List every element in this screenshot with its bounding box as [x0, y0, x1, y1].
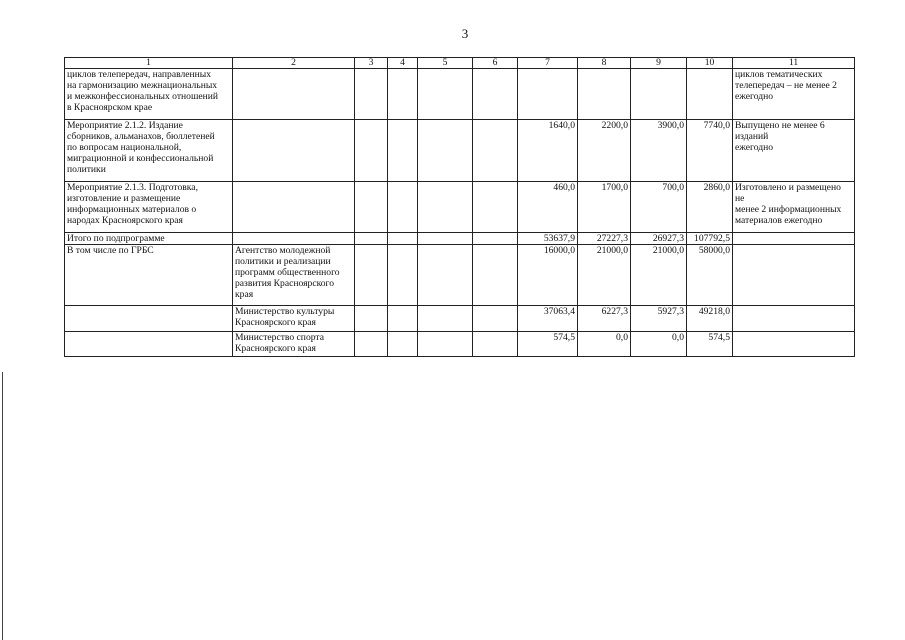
- empty-cell: [355, 182, 388, 233]
- column-header: 8: [578, 58, 631, 69]
- empty-cell: [473, 120, 518, 182]
- empty-cell: [418, 69, 473, 120]
- value-cell: 0,0: [578, 332, 631, 357]
- activity-cell: [65, 332, 233, 357]
- value-cell: 0,0: [631, 332, 687, 357]
- column-header: 7: [518, 58, 578, 69]
- value-cell: 58000,0: [687, 245, 733, 306]
- column-header: 5: [418, 58, 473, 69]
- column-header: 2: [233, 58, 355, 69]
- column-header: 6: [473, 58, 518, 69]
- table-row: [65, 69, 855, 120]
- result-cell: [733, 245, 855, 306]
- value-cell: 700,0: [631, 182, 687, 233]
- column-header: 9: [631, 58, 687, 69]
- empty-cell: [473, 182, 518, 233]
- value-cell: 26927,3: [631, 233, 687, 245]
- activity-cell: циклов телепередач, направленных на гармонизацию межнациональных и межконфессиональных отношений в Красноярском крае: [65, 69, 233, 120]
- value-cell: 5927,3: [631, 306, 687, 332]
- value-cell: 2860,0: [687, 182, 733, 233]
- activity-cell: Мероприятие 2.1.2. Издание сборников, альманахов, бюллетеней по вопросам национальной, миграционной и конфессиональной политики: [65, 120, 233, 182]
- empty-cell: [473, 233, 518, 245]
- grbs-cell: [233, 120, 355, 182]
- result-cell: Выпущено не менее 6 изданий ежегодно: [733, 120, 855, 182]
- activity-cell: Итого по подпрограмме: [65, 233, 233, 245]
- empty-cell: [473, 245, 518, 306]
- empty-cell: [388, 306, 418, 332]
- column-header: 1: [65, 58, 233, 69]
- empty-cell: [388, 120, 418, 182]
- result-cell: Изготовлено и размещено не менее 2 информационных материалов ежегодно: [733, 182, 855, 233]
- grbs-cell: Агентство молодежной политики и реализации программ общественного развития Красноярского края: [233, 245, 355, 306]
- column-header: 3: [355, 58, 388, 69]
- scan-edge-line: [2, 372, 3, 640]
- value-cell: 6227,3: [578, 306, 631, 332]
- activity-cell: В том числе по ГРБС: [65, 245, 233, 306]
- empty-cell: [473, 306, 518, 332]
- value-cell: 49218,0: [687, 306, 733, 332]
- grbs-cell: Министерство культуры Красноярского края: [233, 306, 355, 332]
- empty-cell: [388, 182, 418, 233]
- budget-table: [64, 57, 855, 357]
- empty-cell: [355, 69, 388, 120]
- grbs-cell: Министерство спорта Красноярского края: [233, 332, 355, 357]
- empty-cell: [473, 332, 518, 357]
- value-cell: 574,5: [687, 332, 733, 357]
- column-header: 4: [388, 58, 418, 69]
- value-cell: 27227,3: [578, 233, 631, 245]
- value-cell: 460,0: [518, 182, 578, 233]
- table-row: [65, 120, 855, 182]
- result-cell: [733, 306, 855, 332]
- empty-cell: [355, 306, 388, 332]
- value-cell: 574,5: [518, 332, 578, 357]
- empty-cell: [418, 306, 473, 332]
- column-header: 11: [733, 58, 855, 69]
- value-cell: 3900,0: [631, 120, 687, 182]
- table-row: [65, 306, 855, 332]
- table-row: [65, 245, 855, 306]
- empty-cell: [388, 69, 418, 120]
- value-cell: 37063,4: [518, 306, 578, 332]
- empty-cell: [418, 182, 473, 233]
- column-numbers-row: [65, 58, 855, 69]
- table-row: [65, 233, 855, 245]
- value-cell: [687, 69, 733, 120]
- value-cell: [578, 69, 631, 120]
- page-number: 3: [461, 26, 469, 41]
- empty-cell: [355, 233, 388, 245]
- value-cell: 2200,0: [578, 120, 631, 182]
- activity-cell: Мероприятие 2.1.3. Подготовка, изготовление и размещение информационных материалов о народах Красноярского края: [65, 182, 233, 233]
- value-cell: 21000,0: [578, 245, 631, 306]
- grbs-cell: [233, 182, 355, 233]
- table-row: [65, 332, 855, 357]
- value-cell: [518, 69, 578, 120]
- value-cell: 1640,0: [518, 120, 578, 182]
- result-cell: [733, 233, 855, 245]
- value-cell: 53637,9: [518, 233, 578, 245]
- result-cell: [733, 332, 855, 357]
- value-cell: 107792,5: [687, 233, 733, 245]
- value-cell: 16000,0: [518, 245, 578, 306]
- empty-cell: [418, 120, 473, 182]
- result-cell: циклов тематических телепередач – не менее 2 ежегодно: [733, 69, 855, 120]
- value-cell: 21000,0: [631, 245, 687, 306]
- empty-cell: [355, 245, 388, 306]
- empty-cell: [388, 233, 418, 245]
- value-cell: [631, 69, 687, 120]
- column-header: 10: [687, 58, 733, 69]
- activity-cell: [65, 306, 233, 332]
- empty-cell: [418, 245, 473, 306]
- grbs-cell: [233, 69, 355, 120]
- empty-cell: [355, 120, 388, 182]
- empty-cell: [473, 69, 518, 120]
- empty-cell: [418, 233, 473, 245]
- empty-cell: [388, 245, 418, 306]
- value-cell: 7740,0: [687, 120, 733, 182]
- empty-cell: [418, 332, 473, 357]
- grbs-cell: [233, 233, 355, 245]
- empty-cell: [388, 332, 418, 357]
- empty-cell: [355, 332, 388, 357]
- table-row: [65, 182, 855, 233]
- value-cell: 1700,0: [578, 182, 631, 233]
